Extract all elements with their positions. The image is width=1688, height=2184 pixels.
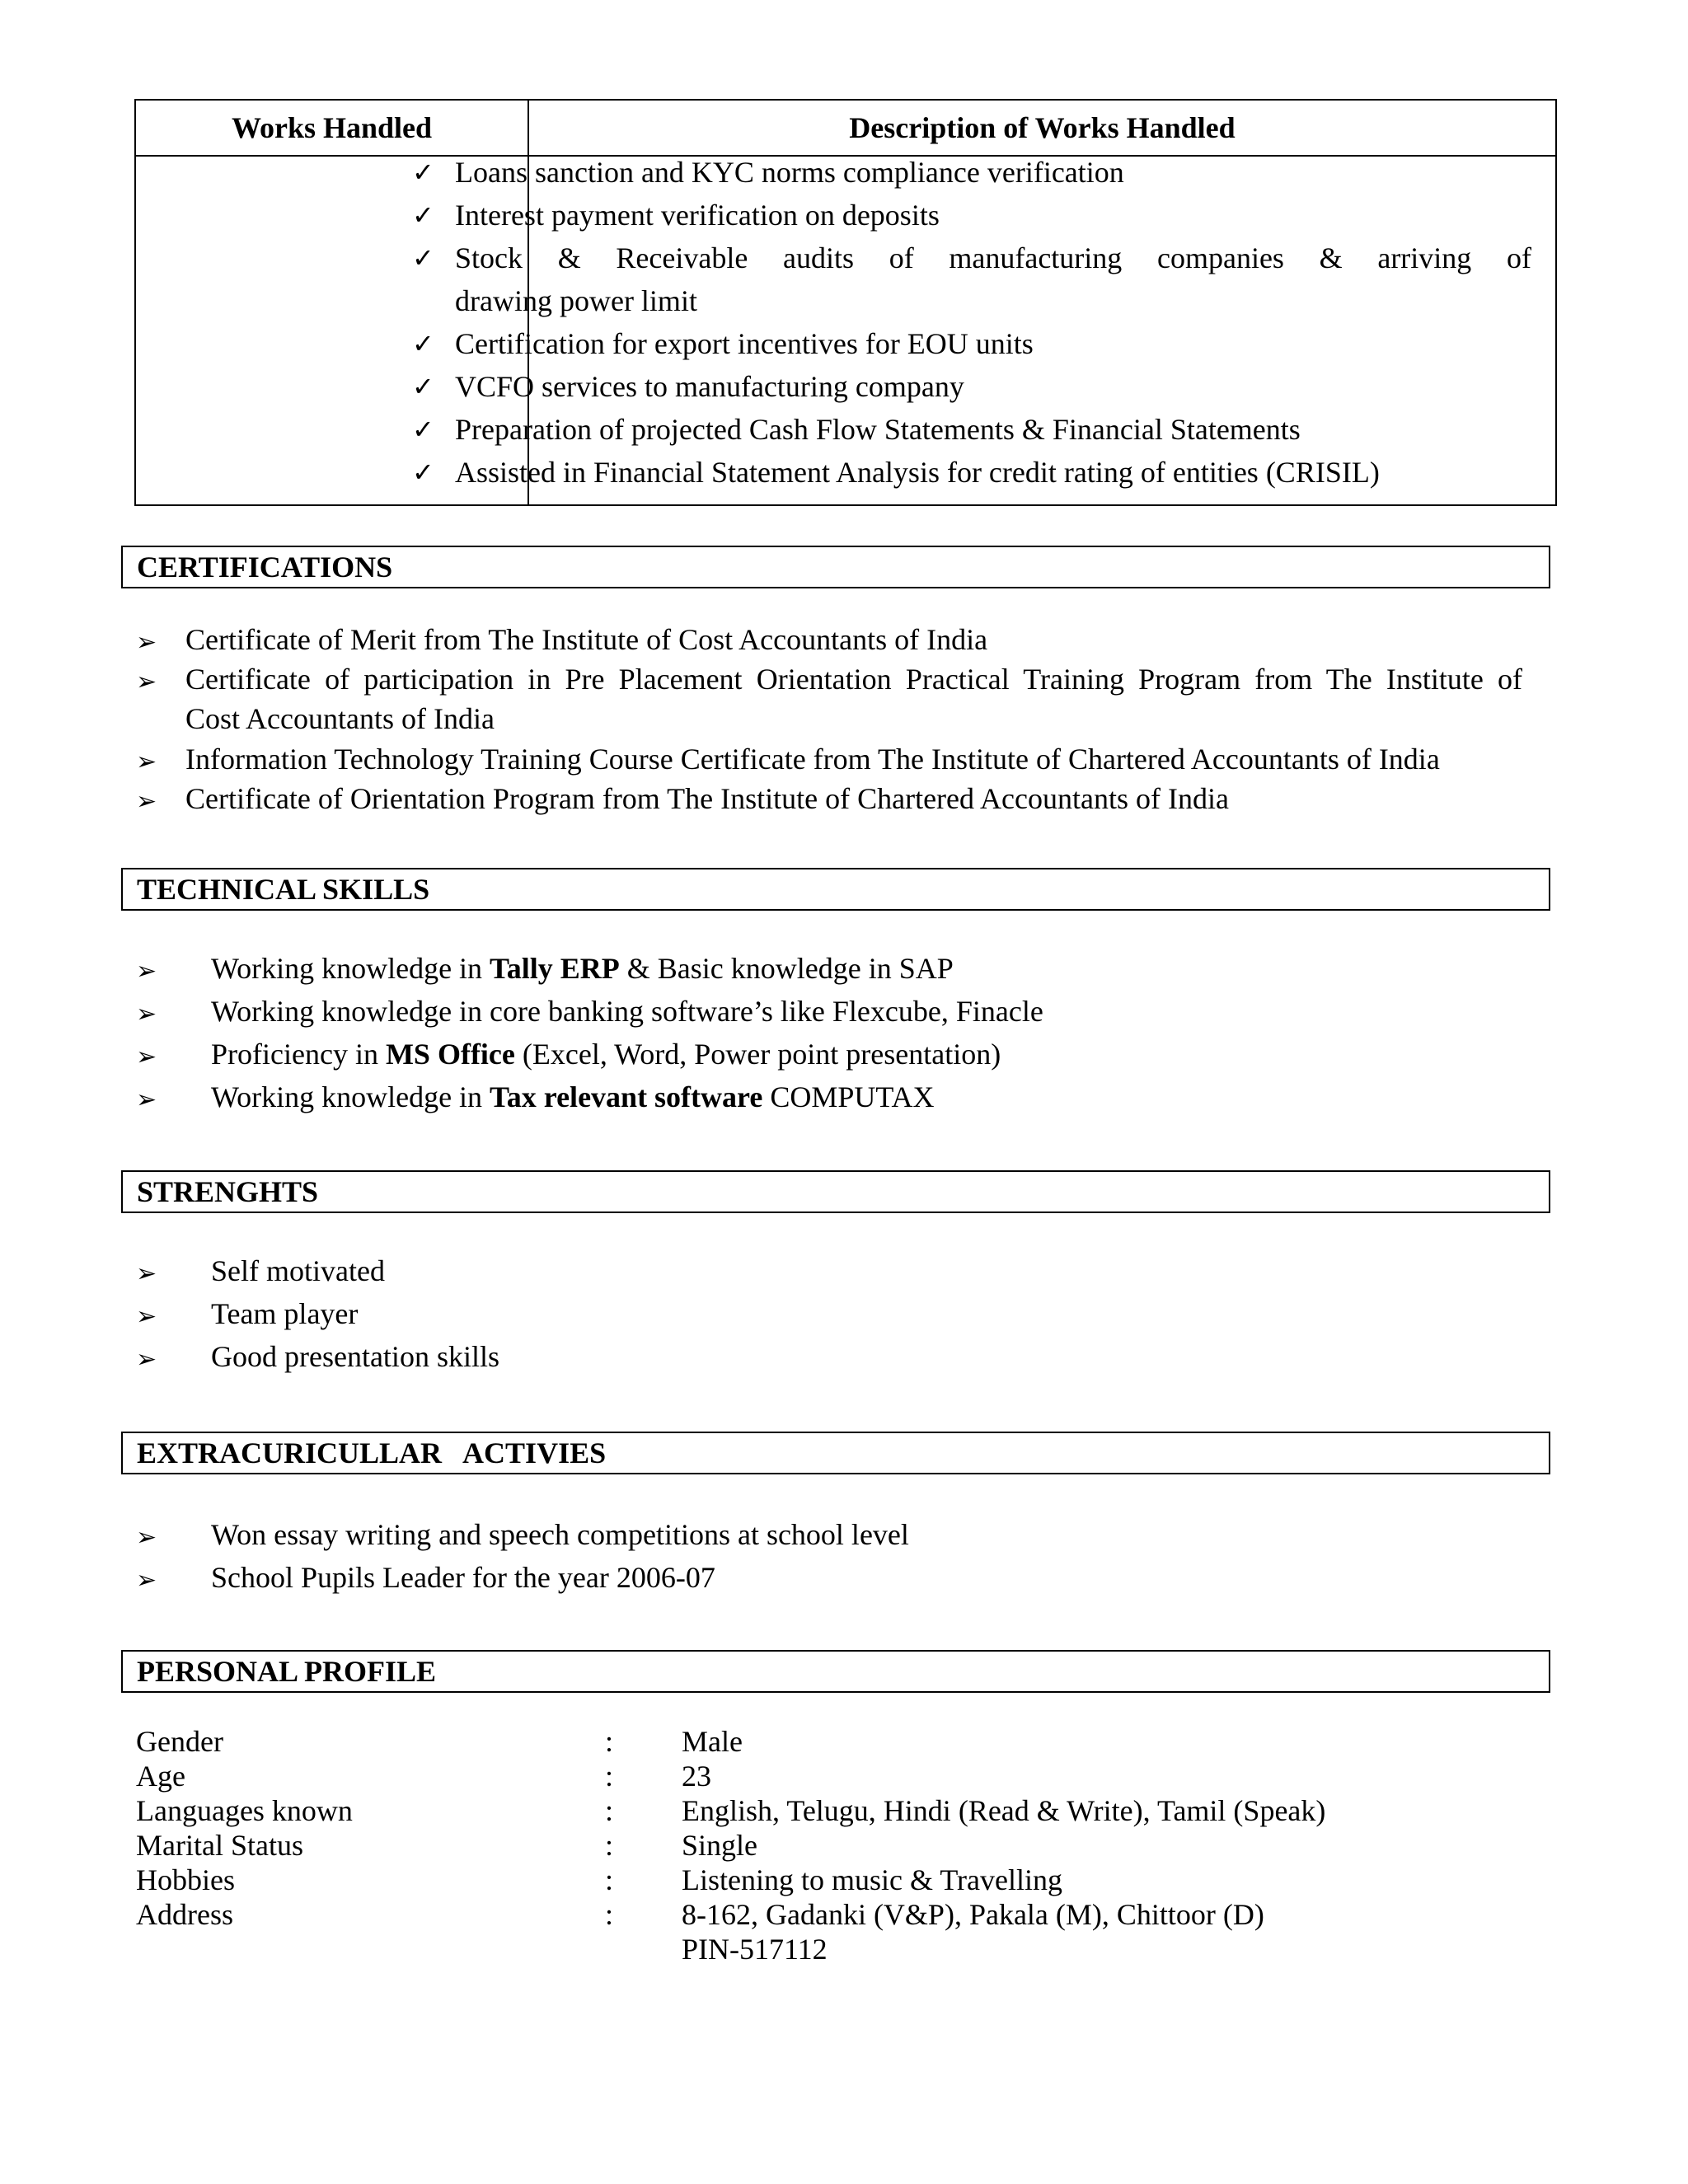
profile-label-languages: Languages known [136,1794,353,1827]
check-icon: ✓ [412,328,434,359]
list-item: ✓ Interest payment verification on deposits [455,194,1543,237]
profile-separator: : [605,1829,614,1862]
list-item: ✓ VCFO services to manufacturing company [455,365,1543,408]
list-item: Won essay writing and speech competitions at school level [211,1518,909,1551]
arrow-bullet-icon: ➢ [136,957,157,986]
list-item: Certificate of Merit from The Institute of Cost Accountants of India [185,623,988,656]
section-header-certifications: CERTIFICATIONS [121,546,1550,588]
profile-separator: : [605,1898,614,1931]
arrow-bullet-icon: ➢ [136,1566,157,1595]
list-item: Certificate of participation in Pre Placement Orientation Practical Training Program from The Institute of [185,663,1522,696]
profile-separator: : [605,1760,614,1793]
profile-value-marital-status: Single [682,1829,758,1862]
section-header-extracurricular: EXTRACURICULLAR ACTIVIES [121,1432,1550,1474]
arrow-bullet-icon: ➢ [136,1523,157,1552]
list-item-continuation: Cost Accountants of India [185,702,495,735]
list-item: Proficiency in MS Office (Excel, Word, Power point presentation) [211,1038,1001,1071]
arrow-bullet-icon: ➢ [136,1345,157,1374]
arrow-bullet-icon: ➢ [136,748,157,776]
arrow-bullet-icon: ➢ [136,1259,157,1288]
check-icon: ✓ [412,457,434,488]
list-item: ✓ Stock & Receivable audits of manufacturing companies & arriving of [455,237,1531,279]
list-item: Certificate of Orientation Program from The Institute of Chartered Accountants of India [185,782,1229,815]
arrow-bullet-icon: ➢ [136,1085,157,1114]
table-header-works-handled: Works Handled [231,111,433,144]
profile-value-address: 8-162, Gadanki (V&P), Pakala (M), Chittoor (D) [682,1898,1264,1931]
profile-value-gender: Male [682,1725,743,1758]
profile-label-marital-status: Marital Status [136,1829,303,1862]
section-header-personal-profile: PERSONAL PROFILE [121,1650,1550,1693]
list-item: ✓ Assisted in Financial Statement Analysis for credit rating of entities (CRISIL) [455,451,1543,494]
list-item: School Pupils Leader for the year 2006-07 [211,1561,715,1594]
list-item: Team player [211,1297,359,1330]
profile-label-gender: Gender [136,1725,223,1758]
arrow-bullet-icon: ➢ [136,787,157,816]
check-icon: ✓ [412,199,434,231]
list-item: Working knowledge in Tally ERP & Basic knowledge in SAP [211,952,954,985]
profile-separator: : [605,1794,614,1827]
check-icon: ✓ [412,242,434,274]
profile-value-hobbies: Listening to music & Travelling [682,1863,1063,1896]
arrow-bullet-icon: ➢ [136,628,157,657]
profile-label-address: Address [136,1898,233,1931]
list-item: ✓ Preparation of projected Cash Flow Statements & Financial Statements [455,408,1543,451]
section-header-strengths: STRENGHTS [121,1170,1550,1213]
arrow-bullet-icon: ➢ [136,1043,157,1071]
list-item: ✓ Certification for export incentives for EOU units [455,322,1543,365]
list-item: Working knowledge in Tax relevant software COMPUTAX [211,1080,935,1113]
list-item-continuation: drawing power limit [455,284,697,317]
table-header-description: Description of Works Handled [849,111,1236,144]
profile-separator: : [605,1725,614,1758]
arrow-bullet-icon: ➢ [136,1000,157,1029]
list-item: Good presentation skills [211,1340,499,1373]
profile-label-age: Age [136,1760,185,1793]
profile-separator: : [605,1863,614,1896]
profile-value-address-pin: PIN-517112 [682,1933,828,1966]
arrow-bullet-icon: ➢ [136,1302,157,1331]
list-item: Information Technology Training Course Certificate from The Institute of Chartered Accountants of India [185,743,1440,776]
profile-value-languages: English, Telugu, Hindi (Read & Write), Tamil (Speak) [682,1794,1326,1827]
check-icon: ✓ [412,157,434,188]
profile-label-hobbies: Hobbies [136,1863,235,1896]
profile-value-age: 23 [682,1760,711,1793]
check-icon: ✓ [412,414,434,445]
list-item: ✓ Loans sanction and KYC norms compliance verification [455,151,1543,194]
arrow-bullet-icon: ➢ [136,668,157,696]
section-header-technical-skills: TECHNICAL SKILLS [121,868,1550,911]
list-item: Working knowledge in core banking software’s like Flexcube, Finacle [211,995,1043,1028]
list-item: Self motivated [211,1254,385,1287]
check-icon: ✓ [412,371,434,402]
